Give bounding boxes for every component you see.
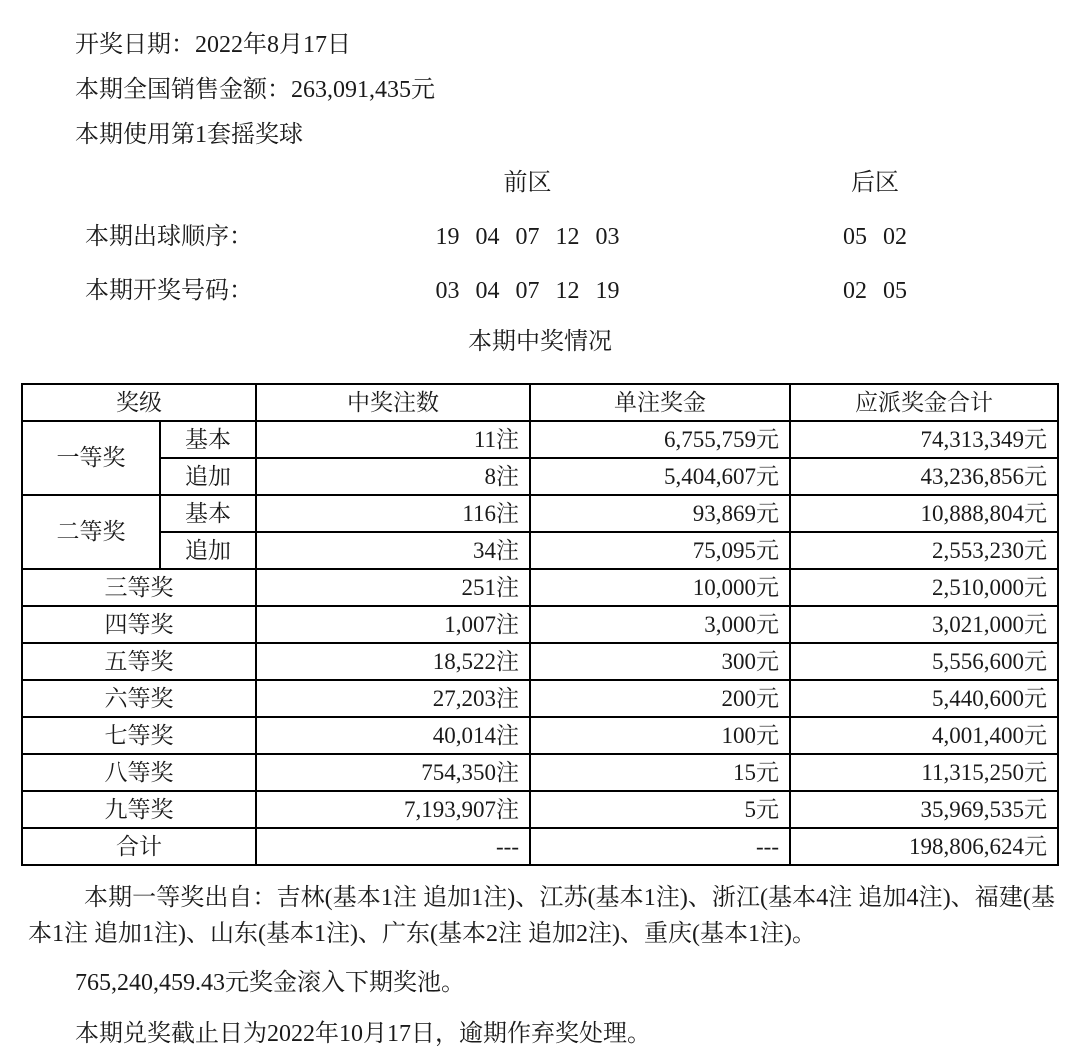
ball-order-label: 本期出球顺序： — [85, 224, 253, 250]
sales-amount-line: 本期全国销售金额：263,091,435元 — [75, 77, 435, 103]
prize-level: 八等奖 — [22, 754, 256, 791]
table-row-fifth-prize — [22, 643, 1058, 680]
prize-level: 五等奖 — [22, 643, 256, 680]
table-row-fourth-prize — [22, 606, 1058, 643]
prize-total: 198,806,624元 — [790, 828, 1058, 865]
prize-total: 5,440,600元 — [790, 680, 1058, 717]
table-row-second-prize-additional — [22, 532, 1058, 569]
table-row-third-prize — [22, 569, 1058, 606]
table-row-ninth-prize — [22, 791, 1058, 828]
prize-single: 93,869元 — [530, 495, 790, 532]
prize-single: 75,095元 — [530, 532, 790, 569]
prize-single: 6,755,759元 — [530, 421, 790, 458]
table-row-eighth-prize — [22, 754, 1058, 791]
prize-table-title: 本期中奖情况 — [468, 329, 612, 355]
zone-header-row — [0, 166, 1080, 200]
ball-order-row — [0, 220, 1080, 254]
prize-count: 251注 — [256, 569, 530, 606]
prize-level: 一等奖 — [22, 421, 160, 495]
header-single-prize: 单注奖金 — [530, 384, 790, 421]
ball-order-back-numbers: 05 02 — [843, 224, 907, 250]
prize-level: 二等奖 — [22, 495, 160, 569]
table-row-seventh-prize — [22, 717, 1058, 754]
prize-count: 27,203注 — [256, 680, 530, 717]
prize-total: 11,315,250元 — [790, 754, 1058, 791]
prize-total: 2,553,230元 — [790, 532, 1058, 569]
prize-count: 8注 — [256, 458, 530, 495]
prize-total: 3,021,000元 — [790, 606, 1058, 643]
prize-type: 基本 — [160, 495, 256, 532]
prize-count: 18,522注 — [256, 643, 530, 680]
draw-date-line: 开奖日期：2022年8月17日 — [75, 32, 351, 58]
prize-level: 四等奖 — [22, 606, 256, 643]
prize-count: 754,350注 — [256, 754, 530, 791]
prize-level: 七等奖 — [22, 717, 256, 754]
prize-total: 2,510,000元 — [790, 569, 1058, 606]
prize-level: 三等奖 — [22, 569, 256, 606]
prize-count: 34注 — [256, 532, 530, 569]
prize-single: 5,404,607元 — [530, 458, 790, 495]
table-row-sixth-prize — [22, 680, 1058, 717]
winning-numbers-label: 本期开奖号码： — [85, 278, 253, 304]
zone-header-spacer — [0, 166, 430, 200]
table-row-first-prize-additional — [22, 458, 1058, 495]
prize-count: 11注 — [256, 421, 530, 458]
prize-single: --- — [530, 828, 790, 865]
prize-single: 100元 — [530, 717, 790, 754]
prize-total: 43,236,856元 — [790, 458, 1058, 495]
prize-total: 4,001,400元 — [790, 717, 1058, 754]
prize-level: 六等奖 — [22, 680, 256, 717]
table-row-second-prize-basic — [22, 495, 1058, 532]
prize-count: 116注 — [256, 495, 530, 532]
prize-total: 10,888,804元 — [790, 495, 1058, 532]
winning-numbers-back: 02 05 — [843, 278, 907, 304]
prize-single: 3,000元 — [530, 606, 790, 643]
prize-count: 7,193,907注 — [256, 791, 530, 828]
table-row-total — [22, 828, 1058, 865]
table-row-first-prize-basic — [22, 421, 1058, 458]
header-level: 奖级 — [22, 384, 256, 421]
prize-level-total: 合计 — [22, 828, 256, 865]
prize-type: 基本 — [160, 421, 256, 458]
prize-table — [21, 383, 1059, 866]
prize-count: --- — [256, 828, 530, 865]
first-prize-origin-note: 本期一等奖出自：吉林(基本1注 追加1注)、江苏(基本1注)、浙江(基本4注 追加4注)、福建(基本1注 追加1注)、山东(基本1注)、广东(基本2注 追加2注)、重庆(基本1注)。 — [28, 885, 1055, 947]
prize-level: 九等奖 — [22, 791, 256, 828]
prize-single: 300元 — [530, 643, 790, 680]
ball-order-front-numbers: 19 04 07 12 03 — [435, 224, 620, 250]
prize-total: 74,313,349元 — [790, 421, 1058, 458]
prize-total: 5,556,600元 — [790, 643, 1058, 680]
prize-single: 10,000元 — [530, 569, 790, 606]
prize-count: 1,007注 — [256, 606, 530, 643]
prize-type: 追加 — [160, 532, 256, 569]
prize-type: 追加 — [160, 458, 256, 495]
winning-numbers-front: 03 04 07 12 19 — [435, 278, 620, 304]
winning-numbers-row — [0, 274, 1080, 308]
ball-set-line: 本期使用第1套摇奖球 — [75, 122, 303, 148]
prize-table-header-row — [22, 384, 1058, 421]
back-zone-label: 后区 — [851, 170, 899, 196]
prize-single: 5元 — [530, 791, 790, 828]
prize-single: 15元 — [530, 754, 790, 791]
rollover-note: 765,240,459.43元奖金滚入下期奖池。 — [75, 970, 465, 996]
prize-single: 200元 — [530, 680, 790, 717]
header-total-prize: 应派奖金合计 — [790, 384, 1058, 421]
prize-total: 35,969,535元 — [790, 791, 1058, 828]
prize-count: 40,014注 — [256, 717, 530, 754]
front-zone-label: 前区 — [503, 170, 552, 196]
header-count: 中奖注数 — [256, 384, 530, 421]
deadline-note: 本期兑奖截止日为2022年10月17日，逾期作弃奖处理。 — [75, 1021, 651, 1047]
